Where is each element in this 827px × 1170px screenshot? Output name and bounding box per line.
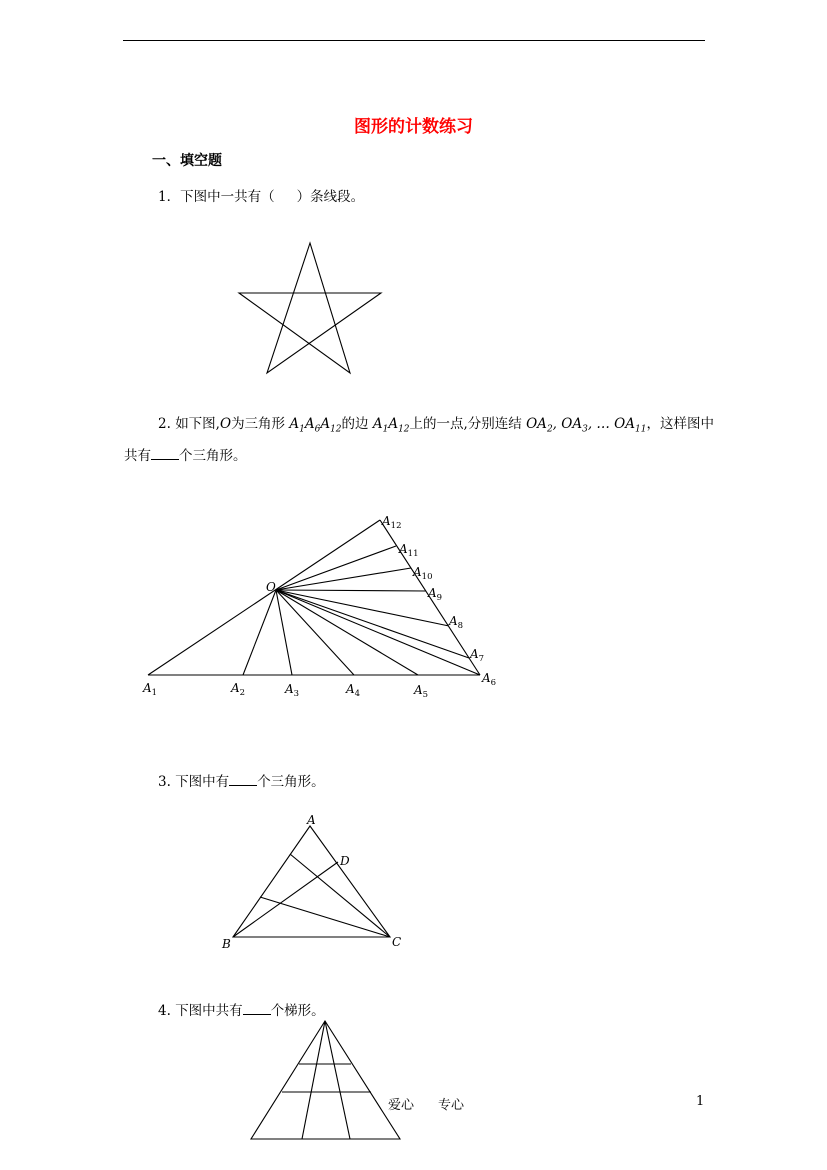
question-3-text-after: 个三角形。 [257, 774, 325, 790]
footer-left-text: 爱心 [388, 1098, 415, 1113]
section-heading: 一、填空题 [152, 153, 222, 169]
label-a2: $A_2$ [231, 681, 246, 698]
question-1-text-after: ）条线段。 [296, 189, 365, 205]
question-2-text-b: 为三角形 [231, 416, 286, 432]
question-3-number: 3. [158, 774, 171, 790]
label-a10: $A_{10}$ [413, 565, 433, 582]
label-a5: $A_5$ [414, 683, 429, 700]
label-a6: $A_6$ [482, 671, 497, 688]
label-a7: $A_7$ [470, 647, 485, 664]
label-b: B [222, 937, 231, 951]
label-o: O [266, 580, 276, 594]
label-a12: $A_{12}$ [382, 514, 402, 531]
footer-mid-text: 专心 [438, 1098, 465, 1113]
question-2-text-a: 如下图, [175, 416, 220, 432]
big-triangle [251, 1021, 400, 1139]
question-4-number: 4. [158, 1003, 171, 1019]
question-2-text-g: 个三角形。 [179, 448, 247, 464]
label-c: C [392, 935, 402, 949]
label-a9: $A_9$ [428, 586, 443, 603]
label-a3: $A_3$ [285, 682, 300, 699]
question-2-triangle-name: $A_1A_6A_{12}$ [289, 416, 342, 435]
label-d: D [340, 854, 350, 868]
question-2-connections: $OA_2$, $OA_3$, … $OA_{11}$ [526, 416, 647, 435]
question-1-text-before: 下图中一共有（ [180, 189, 275, 205]
question-4-text-after: 个梯形。 [270, 1003, 325, 1019]
question-3-text-before: 下图中有 [175, 774, 230, 790]
inner-line-right [325, 1021, 350, 1139]
label-a4: $A_4$ [346, 682, 361, 699]
question-4-text-before: 下图中共有 [175, 1003, 243, 1019]
label-a8: $A_8$ [449, 614, 464, 631]
question-2-text-f: 共有 [124, 448, 151, 464]
question-2-number: 2. [158, 416, 171, 432]
label-a11: $A_{11}$ [399, 542, 419, 559]
question-2-text-e: ，这样图中 [646, 416, 714, 432]
question-2-text-c: 的边 [341, 416, 369, 432]
page-number: 1 [696, 1094, 705, 1109]
label-a1: $A_1$ [143, 681, 158, 698]
question-2-side-name: $A_1A_{12}$ [372, 416, 410, 435]
page-title: 图形的计数练习 [354, 117, 473, 137]
question-2-var-o: O [219, 416, 232, 432]
question-1-number: 1． [158, 189, 181, 205]
question-2-text-d: 上的一点,分别连结 [409, 416, 522, 432]
label-a: A [307, 813, 316, 827]
